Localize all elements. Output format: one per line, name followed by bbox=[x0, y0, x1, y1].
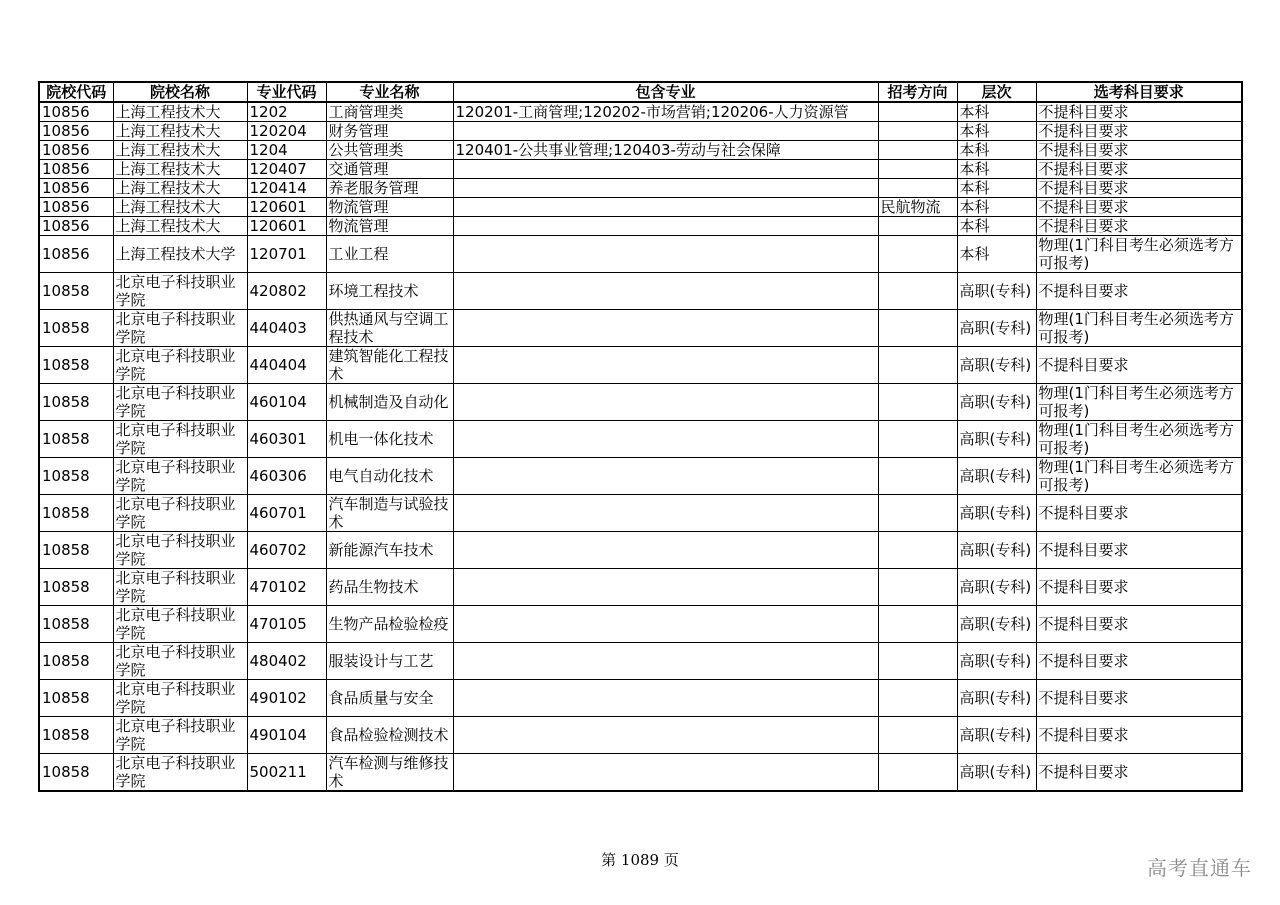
cell-subject-requirement: 不提科目要求 bbox=[1036, 606, 1242, 643]
cell-level: 高职(专科) bbox=[957, 606, 1036, 643]
cell-level: 本科 bbox=[957, 141, 1036, 160]
cell-major-code: 480402 bbox=[247, 643, 326, 680]
cell-direction bbox=[878, 236, 957, 273]
cell-major-code: 460701 bbox=[247, 495, 326, 532]
cell-level: 本科 bbox=[957, 236, 1036, 273]
cell-direction bbox=[878, 384, 957, 421]
cell-major-name: 公共管理类 bbox=[326, 141, 453, 160]
cell-level: 高职(专科) bbox=[957, 643, 1036, 680]
cell-major-code: 470105 bbox=[247, 606, 326, 643]
table-body bbox=[39, 102, 1242, 791]
cell-major-name: 供热通风与空调工程技术 bbox=[326, 310, 453, 347]
cell-major-name: 建筑智能化工程技术 bbox=[326, 347, 453, 384]
cell-major-name: 生物产品检验检疫 bbox=[326, 606, 453, 643]
cell-school-name: 北京电子科技职业学院 bbox=[113, 643, 247, 680]
cell-school-name: 北京电子科技职业学院 bbox=[113, 273, 247, 310]
cell-subject-requirement: 不提科目要求 bbox=[1036, 179, 1242, 198]
cell-included-majors bbox=[453, 384, 878, 421]
cell-direction bbox=[878, 754, 957, 792]
table-row bbox=[39, 495, 1242, 532]
page-number: 第 1089 页 bbox=[601, 851, 679, 869]
cell-direction bbox=[878, 458, 957, 495]
cell-level: 高职(专科) bbox=[957, 310, 1036, 347]
table-row bbox=[39, 606, 1242, 643]
cell-major-name: 机电一体化技术 bbox=[326, 421, 453, 458]
cell-direction bbox=[878, 495, 957, 532]
cell-major-name: 汽车制造与试验技术 bbox=[326, 495, 453, 532]
table-row bbox=[39, 569, 1242, 606]
cell-included-majors bbox=[453, 569, 878, 606]
cell-direction bbox=[878, 717, 957, 754]
watermark: 高考直通车 bbox=[1147, 856, 1252, 880]
cell-subject-requirement: 不提科目要求 bbox=[1036, 495, 1242, 532]
cell-school-code: 10858 bbox=[39, 569, 113, 606]
cell-major-name: 物流管理 bbox=[326, 198, 453, 217]
cell-level: 高职(专科) bbox=[957, 495, 1036, 532]
cell-direction bbox=[878, 217, 957, 236]
cell-subject-requirement: 不提科目要求 bbox=[1036, 141, 1242, 160]
cell-subject-requirement: 不提科目要求 bbox=[1036, 754, 1242, 792]
cell-included-majors bbox=[453, 347, 878, 384]
cell-direction bbox=[878, 643, 957, 680]
header-subject-requirement: 选考科目要求 bbox=[1036, 82, 1242, 102]
header-major-code: 专业代码 bbox=[247, 82, 326, 102]
cell-subject-requirement: 不提科目要求 bbox=[1036, 569, 1242, 606]
header-level: 层次 bbox=[957, 82, 1036, 102]
cell-major-code: 440404 bbox=[247, 347, 326, 384]
cell-direction bbox=[878, 102, 957, 122]
table-row bbox=[39, 122, 1242, 141]
cell-school-code: 10858 bbox=[39, 532, 113, 569]
cell-school-name: 北京电子科技职业学院 bbox=[113, 569, 247, 606]
cell-major-code: 490104 bbox=[247, 717, 326, 754]
table-row bbox=[39, 310, 1242, 347]
cell-subject-requirement: 不提科目要求 bbox=[1036, 680, 1242, 717]
cell-major-name: 电气自动化技术 bbox=[326, 458, 453, 495]
cell-school-code: 10856 bbox=[39, 122, 113, 141]
cell-level: 高职(专科) bbox=[957, 421, 1036, 458]
cell-level: 高职(专科) bbox=[957, 384, 1036, 421]
admissions-table bbox=[38, 81, 1243, 792]
cell-major-code: 460104 bbox=[247, 384, 326, 421]
cell-level: 本科 bbox=[957, 122, 1036, 141]
cell-subject-requirement: 物理(1门科目考生必须选考方可报考) bbox=[1036, 458, 1242, 495]
cell-subject-requirement: 不提科目要求 bbox=[1036, 273, 1242, 310]
cell-major-code: 440403 bbox=[247, 310, 326, 347]
cell-school-name: 北京电子科技职业学院 bbox=[113, 384, 247, 421]
cell-level: 高职(专科) bbox=[957, 532, 1036, 569]
cell-subject-requirement: 不提科目要求 bbox=[1036, 122, 1242, 141]
header-major-name: 专业名称 bbox=[326, 82, 453, 102]
cell-subject-requirement: 不提科目要求 bbox=[1036, 347, 1242, 384]
cell-direction bbox=[878, 421, 957, 458]
cell-direction bbox=[878, 122, 957, 141]
cell-subject-requirement: 不提科目要求 bbox=[1036, 102, 1242, 122]
cell-major-name: 服装设计与工艺 bbox=[326, 643, 453, 680]
cell-direction bbox=[878, 569, 957, 606]
cell-included-majors bbox=[453, 421, 878, 458]
cell-major-name: 新能源汽车技术 bbox=[326, 532, 453, 569]
cell-school-name: 北京电子科技职业学院 bbox=[113, 421, 247, 458]
cell-school-name: 上海工程技术大 bbox=[113, 122, 247, 141]
cell-school-name: 上海工程技术大 bbox=[113, 102, 247, 122]
cell-direction bbox=[878, 347, 957, 384]
cell-school-name: 北京电子科技职业学院 bbox=[113, 495, 247, 532]
cell-school-name: 上海工程技术大 bbox=[113, 160, 247, 179]
cell-major-name: 食品检验检测技术 bbox=[326, 717, 453, 754]
cell-school-code: 10858 bbox=[39, 421, 113, 458]
cell-direction bbox=[878, 179, 957, 198]
header-included-majors: 包含专业 bbox=[453, 82, 878, 102]
cell-school-name: 上海工程技术大 bbox=[113, 141, 247, 160]
cell-level: 高职(专科) bbox=[957, 717, 1036, 754]
table-row bbox=[39, 217, 1242, 236]
cell-major-name: 交通管理 bbox=[326, 160, 453, 179]
cell-included-majors bbox=[453, 717, 878, 754]
cell-level: 本科 bbox=[957, 179, 1036, 198]
cell-major-code: 120701 bbox=[247, 236, 326, 273]
cell-included-majors bbox=[453, 606, 878, 643]
cell-major-code: 120601 bbox=[247, 217, 326, 236]
cell-included-majors bbox=[453, 198, 878, 217]
cell-level: 高职(专科) bbox=[957, 347, 1036, 384]
cell-school-code: 10858 bbox=[39, 754, 113, 792]
cell-major-name: 工商管理类 bbox=[326, 102, 453, 122]
cell-included-majors bbox=[453, 236, 878, 273]
cell-major-code: 460702 bbox=[247, 532, 326, 569]
cell-level: 高职(专科) bbox=[957, 754, 1036, 792]
cell-included-majors bbox=[453, 217, 878, 236]
cell-subject-requirement: 不提科目要求 bbox=[1036, 160, 1242, 179]
cell-major-code: 120414 bbox=[247, 179, 326, 198]
cell-included-majors bbox=[453, 310, 878, 347]
cell-included-majors bbox=[453, 532, 878, 569]
cell-school-code: 10858 bbox=[39, 458, 113, 495]
header-school-name: 院校名称 bbox=[113, 82, 247, 102]
cell-school-code: 10856 bbox=[39, 217, 113, 236]
cell-direction bbox=[878, 532, 957, 569]
cell-school-name: 北京电子科技职业学院 bbox=[113, 754, 247, 792]
cell-school-code: 10856 bbox=[39, 198, 113, 217]
cell-school-code: 10858 bbox=[39, 495, 113, 532]
cell-school-name: 北京电子科技职业学院 bbox=[113, 458, 247, 495]
table-row bbox=[39, 754, 1242, 792]
cell-direction bbox=[878, 160, 957, 179]
cell-included-majors bbox=[453, 273, 878, 310]
cell-school-code: 10858 bbox=[39, 310, 113, 347]
header-direction: 招考方向 bbox=[878, 82, 957, 102]
cell-major-code: 460306 bbox=[247, 458, 326, 495]
cell-major-code: 1202 bbox=[247, 102, 326, 122]
cell-school-code: 10856 bbox=[39, 179, 113, 198]
cell-major-name: 机械制造及自动化 bbox=[326, 384, 453, 421]
cell-direction bbox=[878, 310, 957, 347]
cell-school-code: 10856 bbox=[39, 236, 113, 273]
cell-level: 本科 bbox=[957, 160, 1036, 179]
table-row bbox=[39, 680, 1242, 717]
table-header-row bbox=[39, 82, 1242, 102]
cell-major-name: 工业工程 bbox=[326, 236, 453, 273]
cell-school-name: 北京电子科技职业学院 bbox=[113, 310, 247, 347]
cell-subject-requirement: 不提科目要求 bbox=[1036, 532, 1242, 569]
table-row bbox=[39, 643, 1242, 680]
table-row bbox=[39, 102, 1242, 122]
cell-included-majors bbox=[453, 495, 878, 532]
cell-school-name: 北京电子科技职业学院 bbox=[113, 606, 247, 643]
table-row bbox=[39, 236, 1242, 273]
table-row bbox=[39, 347, 1242, 384]
cell-school-code: 10856 bbox=[39, 141, 113, 160]
cell-major-name: 财务管理 bbox=[326, 122, 453, 141]
cell-level: 本科 bbox=[957, 102, 1036, 122]
cell-school-code: 10858 bbox=[39, 347, 113, 384]
table-row bbox=[39, 273, 1242, 310]
cell-major-code: 470102 bbox=[247, 569, 326, 606]
cell-school-code: 10858 bbox=[39, 680, 113, 717]
cell-included-majors: 120201-工商管理;120202-市场营销;120206-人力资源管 bbox=[453, 102, 878, 122]
cell-school-code: 10858 bbox=[39, 273, 113, 310]
cell-major-code: 420802 bbox=[247, 273, 326, 310]
cell-subject-requirement: 物理(1门科目考生必须选考方可报考) bbox=[1036, 310, 1242, 347]
cell-school-name: 北京电子科技职业学院 bbox=[113, 532, 247, 569]
cell-included-majors bbox=[453, 160, 878, 179]
cell-school-name: 上海工程技术大学 bbox=[113, 236, 247, 273]
cell-school-name: 北京电子科技职业学院 bbox=[113, 717, 247, 754]
cell-major-code: 460301 bbox=[247, 421, 326, 458]
cell-major-code: 1204 bbox=[247, 141, 326, 160]
cell-subject-requirement: 不提科目要求 bbox=[1036, 717, 1242, 754]
cell-subject-requirement: 物理(1门科目考生必须选考方可报考) bbox=[1036, 384, 1242, 421]
cell-major-code: 490102 bbox=[247, 680, 326, 717]
cell-major-code: 500211 bbox=[247, 754, 326, 792]
cell-subject-requirement: 物理(1门科目考生必须选考方可报考) bbox=[1036, 236, 1242, 273]
cell-level: 高职(专科) bbox=[957, 458, 1036, 495]
cell-included-majors bbox=[453, 680, 878, 717]
table-row bbox=[39, 717, 1242, 754]
cell-subject-requirement: 不提科目要求 bbox=[1036, 198, 1242, 217]
cell-included-majors bbox=[453, 179, 878, 198]
cell-included-majors bbox=[453, 122, 878, 141]
cell-school-name: 北京电子科技职业学院 bbox=[113, 347, 247, 384]
cell-included-majors bbox=[453, 458, 878, 495]
table-row bbox=[39, 141, 1242, 160]
cell-major-name: 药品生物技术 bbox=[326, 569, 453, 606]
cell-major-name: 食品质量与安全 bbox=[326, 680, 453, 717]
cell-level: 高职(专科) bbox=[957, 680, 1036, 717]
table-row bbox=[39, 179, 1242, 198]
cell-direction bbox=[878, 141, 957, 160]
cell-major-name: 汽车检测与维修技术 bbox=[326, 754, 453, 792]
cell-direction bbox=[878, 273, 957, 310]
cell-level: 高职(专科) bbox=[957, 569, 1036, 606]
cell-included-majors bbox=[453, 754, 878, 792]
cell-major-name: 养老服务管理 bbox=[326, 179, 453, 198]
cell-subject-requirement: 不提科目要求 bbox=[1036, 643, 1242, 680]
header-school-code: 院校代码 bbox=[39, 82, 113, 102]
table-row bbox=[39, 198, 1242, 217]
cell-school-code: 10858 bbox=[39, 384, 113, 421]
cell-major-code: 120601 bbox=[247, 198, 326, 217]
table-row bbox=[39, 458, 1242, 495]
cell-school-code: 10858 bbox=[39, 717, 113, 754]
cell-major-code: 120204 bbox=[247, 122, 326, 141]
table-row bbox=[39, 384, 1242, 421]
cell-level: 本科 bbox=[957, 217, 1036, 236]
table-row bbox=[39, 160, 1242, 179]
cell-included-majors bbox=[453, 643, 878, 680]
cell-level: 高职(专科) bbox=[957, 273, 1036, 310]
cell-school-name: 北京电子科技职业学院 bbox=[113, 680, 247, 717]
cell-major-code: 120407 bbox=[247, 160, 326, 179]
cell-major-name: 环境工程技术 bbox=[326, 273, 453, 310]
cell-school-code: 10858 bbox=[39, 606, 113, 643]
cell-school-name: 上海工程技术大 bbox=[113, 179, 247, 198]
cell-school-code: 10856 bbox=[39, 160, 113, 179]
cell-school-name: 上海工程技术大 bbox=[113, 217, 247, 236]
cell-school-code: 10858 bbox=[39, 643, 113, 680]
cell-direction: 民航物流 bbox=[878, 198, 957, 217]
cell-major-name: 物流管理 bbox=[326, 217, 453, 236]
table-row bbox=[39, 532, 1242, 569]
table-row bbox=[39, 421, 1242, 458]
cell-school-code: 10856 bbox=[39, 102, 113, 122]
cell-level: 本科 bbox=[957, 198, 1036, 217]
cell-direction bbox=[878, 680, 957, 717]
cell-direction bbox=[878, 606, 957, 643]
cell-included-majors: 120401-公共事业管理;120403-劳动与社会保障 bbox=[453, 141, 878, 160]
cell-subject-requirement: 不提科目要求 bbox=[1036, 217, 1242, 236]
cell-subject-requirement: 物理(1门科目考生必须选考方可报考) bbox=[1036, 421, 1242, 458]
cell-school-name: 上海工程技术大 bbox=[113, 198, 247, 217]
